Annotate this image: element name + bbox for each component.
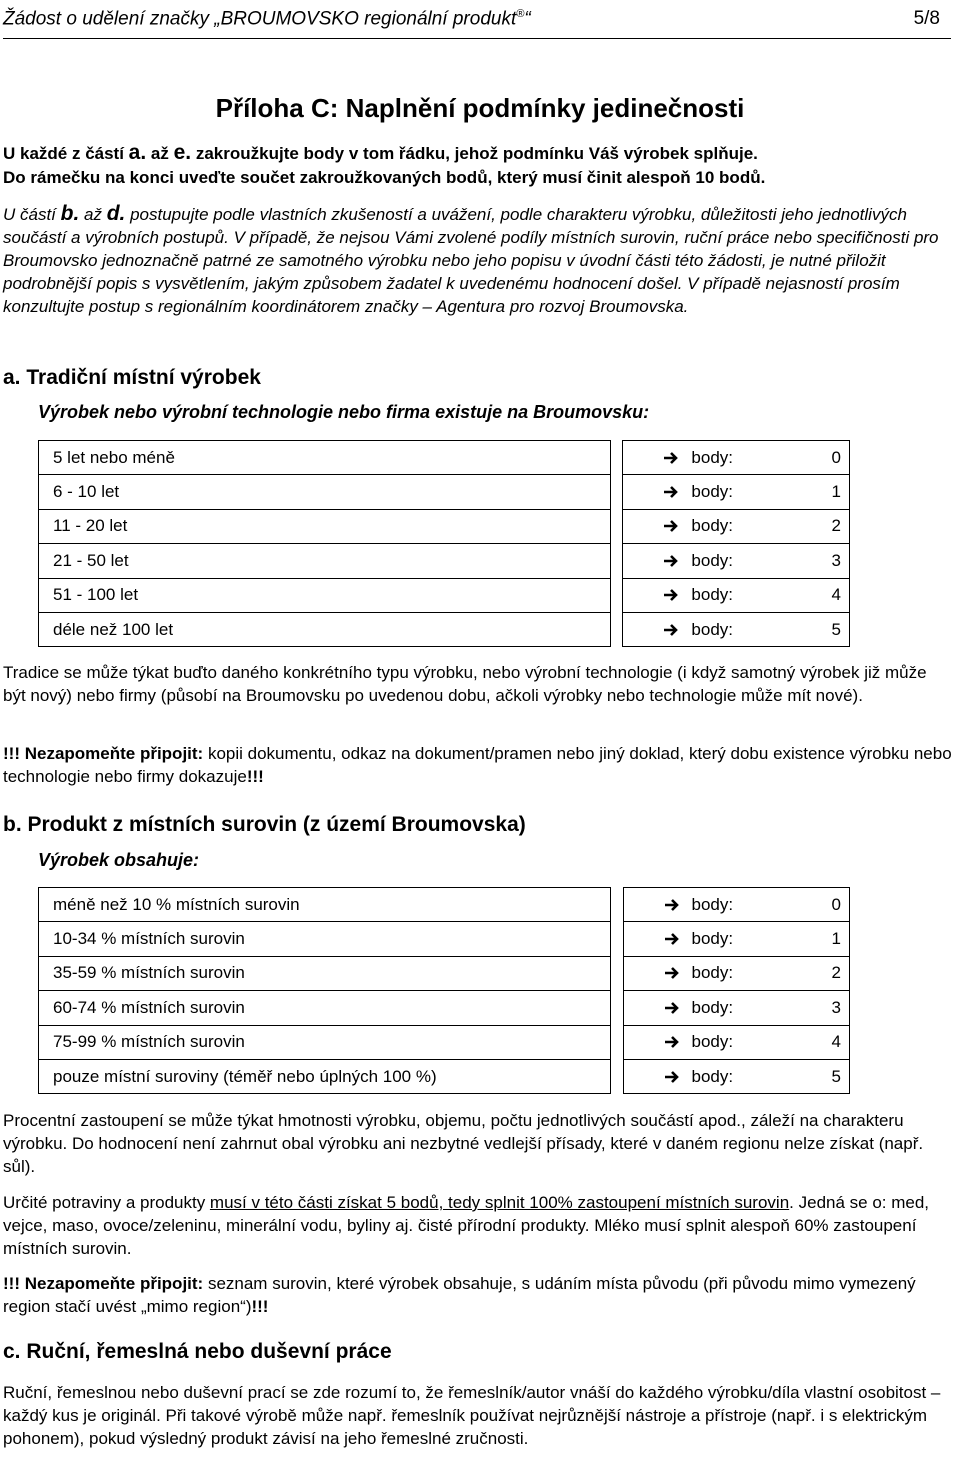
section-c-heading: c. Ruční, řemeslná nebo duševní práce — [3, 1340, 392, 1363]
section-a-subheading: Výrobek nebo výrobní technologie nebo firma existuje na Broumovsku: — [38, 402, 650, 422]
arrow-right-icon — [663, 518, 679, 534]
arrow-right-icon — [664, 965, 680, 981]
points-label: body: — [691, 1032, 734, 1052]
arrow-right-icon — [664, 1000, 680, 1016]
points-label: body: — [691, 516, 734, 536]
table-row[interactable] — [39, 612, 850, 646]
section-a-warning: !!! Nezapomeňte připojit: kopii dokumentu, odkaz na dokument/pramen nebo jiný doklad, který dobu existence výrobku nebo technologie nebo firmy dokazuje!!! — [3, 744, 952, 786]
criterion-label: 11 - 20 let — [39, 509, 611, 543]
points-label: body: — [691, 447, 734, 467]
intro-paragraph: U částí b. až d. postupujte podle vlastních zkušeností a uvážení, podle charakteru výrobku, důležitosti jeho jednotlivých součástí a výrobních postupů. V případě, že nejsou Vámi zvolené podíly místních surovin, ruční práce nebo specifičnosti pro Broumovsko jednoznačně patrné ze samotného výrobku nebo jeho popisu v úvodní části této žádosti, je nutné přiložit podrobnější popis s vysvětlením, jakým způsobem žadatel k uvedenému hodnocení došel. V případě nejasností prosím konzultujte postup s regionálním koordinátorem značky – Agentura pro rozvoj Broumovska. — [3, 202, 939, 316]
points-value: 3 — [831, 550, 841, 570]
points-label: body: — [691, 894, 734, 914]
points-value: 5 — [831, 1066, 841, 1086]
table-row[interactable] — [39, 578, 850, 612]
criterion-label: méně než 10 % místních surovin — [39, 888, 611, 922]
points-value: 3 — [831, 997, 841, 1017]
table-row[interactable] — [39, 956, 850, 990]
table-row[interactable] — [39, 1025, 850, 1059]
criterion-label: déle než 100 let — [39, 612, 611, 646]
section-b-note-2: Určité potraviny a produkty musí v této části získat 5 bodů, tedy splnit 100% zastoupení místních surovin. Jedná se o: med, vejce, maso, ovoce/zeleninu, minerální vodu, byliny aj. čisté přírodní produkty. Mléko musí splnit alespoň 60% zastoupení místních surovin. — [3, 1193, 930, 1258]
arrow-right-icon — [663, 553, 679, 569]
intro-line-1: U každé z částí a. až e. zakroužkujte body v tom řádku, jehož podmínku Váš výrobek splňuje. — [3, 141, 758, 164]
criterion-label: 51 - 100 let — [39, 578, 611, 612]
points-value: 5 — [831, 619, 841, 639]
section-a-heading: a. Tradiční místní výrobek — [3, 366, 261, 389]
criterion-label: 5 let nebo méně — [39, 441, 611, 475]
points-value: 0 — [831, 447, 841, 467]
table-row[interactable] — [39, 991, 850, 1025]
arrow-right-icon — [664, 897, 680, 913]
criterion-label: 21 - 50 let — [39, 544, 611, 578]
arrow-right-icon — [663, 622, 679, 638]
arrow-right-icon — [663, 484, 679, 500]
points-value: 2 — [831, 516, 841, 536]
arrow-right-icon — [664, 1069, 680, 1085]
points-value: 4 — [831, 585, 841, 605]
points-label: body: — [691, 929, 734, 949]
criterion-label: 75-99 % místních surovin — [39, 1025, 611, 1059]
points-label: body: — [691, 550, 734, 570]
arrow-right-icon — [663, 587, 679, 603]
section-c-text: Ruční, řemeslnou nebo duševní prací se zde rozumí to, že řemeslník/autor vnáší do každého výrobku/díla vlastní osobitost – každý kus je originál. Při takové výrobě může např. řemeslník používat nejrůznější nástroje a přístroje (např. i s elektrickým pohonem), pokud výsledný produkt závisí na jeho řemeslné zručnosti. — [3, 1383, 941, 1448]
points-value: 1 — [831, 929, 841, 949]
section-b-note-1: Procentní zastoupení se může týkat hmotnosti výrobku, objemu, počtu jednotlivých součástí apod., záleží na charakteru výrobku. Do hodnocení není zahrnut obal výrobku ani nezbytné vedlejší přísady, které v daném regionu nelze získat (např. sůl). — [3, 1111, 924, 1176]
points-label: body: — [691, 963, 734, 983]
points-label: body: — [691, 585, 734, 605]
criterion-label: pouze místní suroviny (téměř nebo úplných 100 %) — [39, 1059, 611, 1093]
arrow-right-icon — [664, 931, 680, 947]
section-a-table — [38, 440, 850, 647]
criterion-label: 35-59 % místních surovin — [39, 956, 611, 990]
section-b-heading: b. Produkt z místních surovin (z území Broumovska) — [3, 813, 526, 836]
table-row[interactable] — [39, 441, 850, 475]
points-label: body: — [691, 1066, 734, 1086]
table-row[interactable] — [39, 544, 850, 578]
section-b-warning: !!! Nezapomeňte připojit: seznam surovin, které výrobek obsahuje, s udáním místa původu (při původu mimo vymezený region stačí uvést „mimo region“)!!! — [3, 1274, 916, 1316]
points-label: body: — [691, 619, 734, 639]
criterion-label: 60-74 % místních surovin — [39, 991, 611, 1025]
page-number: 5/8 — [913, 8, 940, 29]
intro-line-2: Do rámečku na konci uveďte součet zakroužkovaných bodů, který musí činit alespoň 10 bodů. — [3, 168, 766, 187]
points-value: 2 — [831, 963, 841, 983]
table-row[interactable] — [39, 509, 850, 543]
header-divider — [3, 38, 951, 39]
header-title: Žádost o udělení značky „BROUMOVSKO regionální produkt®“ — [3, 8, 531, 30]
table-row[interactable] — [39, 888, 850, 922]
points-value: 0 — [831, 894, 841, 914]
section-a-note: Tradice se může týkat buďto daného konkrétního typu výrobku, nebo výrobní technologie (i když samotný výrobek již může být nový) nebo firmy (působí na Broumovsku po uvedenou dobu, ačkoli výrobky nebo technologie může mít nové). — [3, 663, 927, 705]
section-b-subheading: Výrobek obsahuje: — [38, 850, 200, 870]
table-row[interactable] — [39, 1059, 850, 1093]
arrow-right-icon — [664, 1034, 680, 1050]
points-value: 4 — [831, 1032, 841, 1052]
points-label: body: — [691, 997, 734, 1017]
arrow-right-icon — [663, 450, 679, 466]
table-row[interactable] — [39, 475, 850, 509]
page-title: Příloha C: Naplnění podmínky jedinečnosti — [215, 93, 745, 123]
points-value: 1 — [831, 482, 841, 502]
points-label: body: — [691, 482, 734, 502]
table-row[interactable] — [39, 922, 850, 956]
criterion-label: 10-34 % místních surovin — [39, 922, 611, 956]
criterion-label: 6 - 10 let — [39, 475, 611, 509]
section-b-table — [38, 887, 850, 1094]
registered-mark: ® — [516, 8, 525, 20]
